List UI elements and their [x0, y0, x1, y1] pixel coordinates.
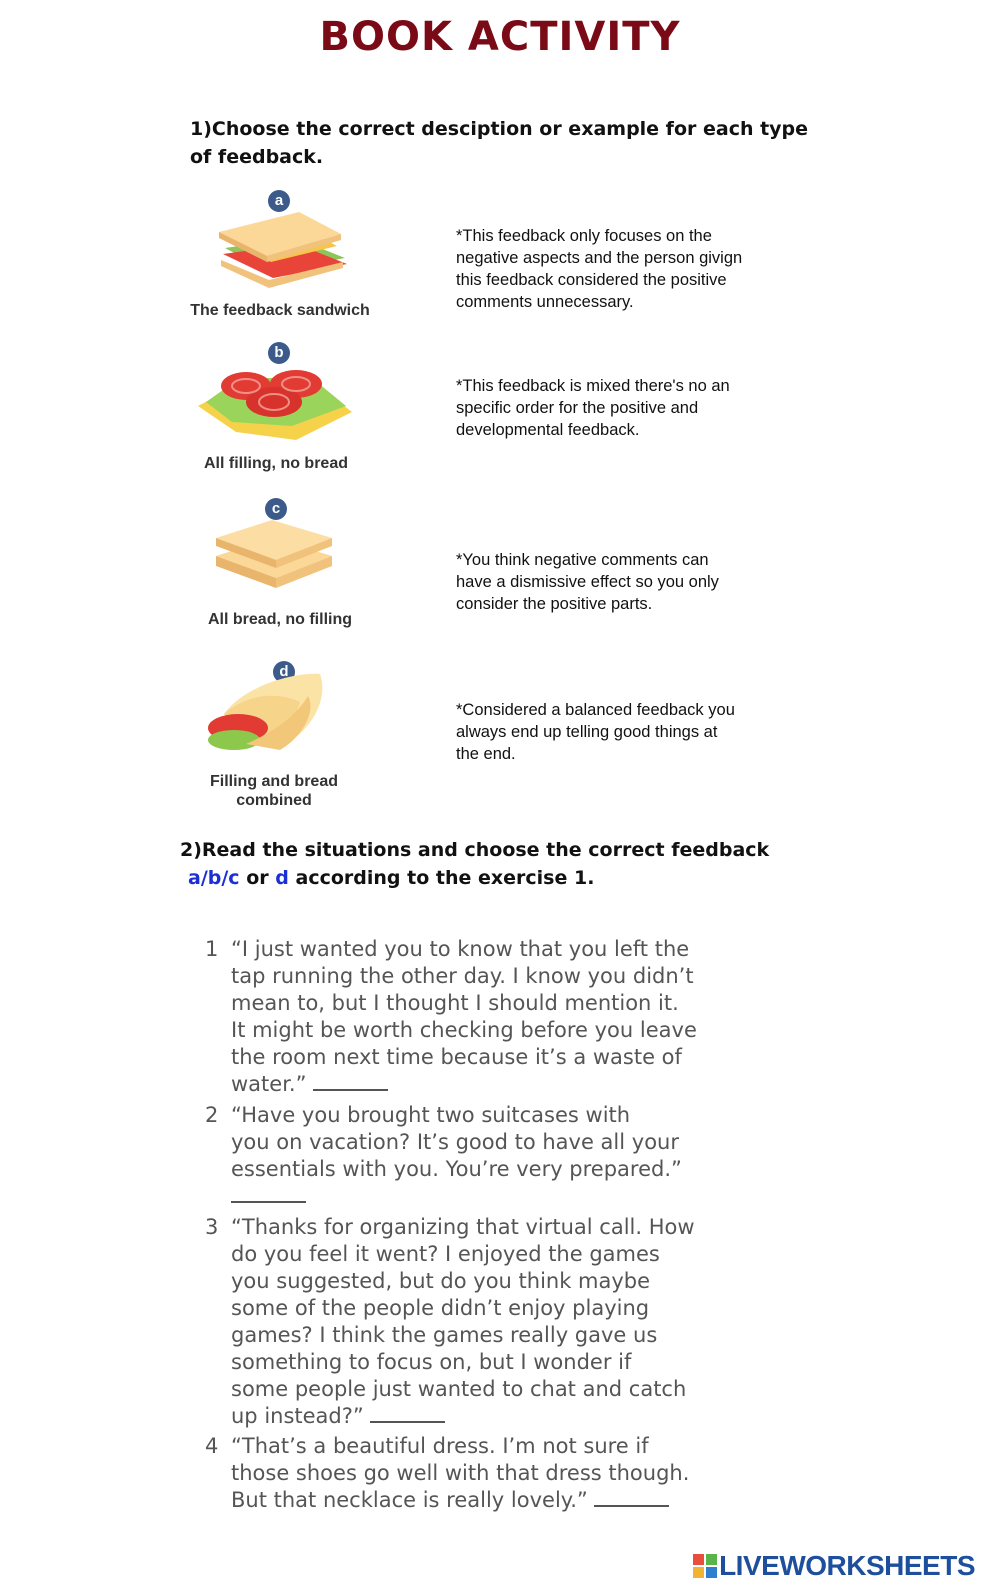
- option-d: d: [275, 867, 289, 889]
- item-line: It might be worth checking before you leave: [231, 1018, 697, 1042]
- item-text: [231, 1433, 705, 1514]
- item-line: the room next time because it’s a waste of: [231, 1045, 682, 1069]
- item-line: do you feel it went? I enjoyed the games: [231, 1242, 660, 1266]
- badge-b: b: [268, 342, 290, 364]
- description-4: [456, 699, 776, 765]
- item-line: water.”: [231, 1072, 307, 1096]
- section1-heading: [190, 115, 830, 171]
- item-line-with-blank: [231, 1071, 705, 1098]
- item-line-with-blank: [231, 1183, 705, 1210]
- section2-heading-line2: [180, 864, 840, 892]
- item-number: 1: [205, 937, 219, 961]
- sandwich-illustration: [205, 210, 355, 290]
- options-abc: a/b/c: [188, 867, 240, 889]
- item-line: essentials with you. You’re very prepared.”: [231, 1157, 682, 1181]
- caption-d-line2: combined: [236, 792, 312, 809]
- page-title: BOOK ACTIVITY: [319, 14, 681, 60]
- caption-filling-bread-combined: [174, 772, 374, 810]
- item-line-with-blank: [231, 1403, 705, 1430]
- item-line: those shoes go well with that dress though.: [231, 1461, 690, 1485]
- description-3-line: *You think negative comments can: [456, 551, 709, 569]
- heading-tail: according to the exercise 1.: [295, 867, 595, 889]
- section2-heading: [180, 836, 840, 892]
- badge-d: d: [273, 661, 295, 683]
- item-line: “I just wanted you to know that you left the: [231, 937, 690, 961]
- card-feedback-sandwich: [180, 188, 380, 328]
- item-line: something to focus on, but I wonder if: [231, 1350, 632, 1374]
- description-4-line: always end up telling good things at: [456, 723, 718, 741]
- section1-heading-line1: 1)Choose the correct desciption or example for each type: [190, 118, 809, 140]
- item-line: games? I think the games really gave us: [231, 1323, 658, 1347]
- caption-all-bread: All bread, no filling: [208, 611, 352, 628]
- item-number: 3: [205, 1215, 219, 1239]
- card-all-filling: [178, 340, 378, 480]
- section1-heading-line2: of feedback.: [190, 146, 324, 168]
- item-line: tap running the other day. I know you didn’t: [231, 964, 694, 988]
- item-line: you on vacation? It’s good to have all your: [231, 1130, 679, 1154]
- badge-c: c: [265, 498, 287, 520]
- item-line: mean to, but I thought I should mention it.: [231, 991, 679, 1015]
- item-line: some people just wanted to chat and catch: [231, 1377, 687, 1401]
- description-2: [456, 375, 776, 441]
- item-number: 4: [205, 1434, 219, 1458]
- description-1-line: this feedback considered the positive: [456, 271, 727, 289]
- caption-d-line1: Filling and bread: [209, 773, 338, 790]
- item-line: “Have you brought two suitcases with: [231, 1103, 631, 1127]
- filling-illustration: [196, 356, 356, 446]
- description-1-line: comments unnecessary.: [456, 293, 634, 311]
- item-line: up instead?”: [231, 1404, 364, 1428]
- answer-blank-3[interactable]: [370, 1403, 445, 1423]
- or-text: or: [246, 867, 269, 889]
- situation-item-2: [205, 1102, 705, 1210]
- logo-text: LIVEWORKSHEETS: [719, 1550, 975, 1581]
- wrap-illustration: [204, 666, 334, 758]
- description-2-line: specific order for the positive and: [456, 399, 699, 417]
- liveworksheets-logo-icon: [693, 1554, 717, 1578]
- item-text: [231, 1102, 705, 1210]
- caption-all-filling: All filling, no bread: [204, 455, 348, 472]
- situation-item-1: [205, 936, 705, 1098]
- liveworksheets-logo: [693, 1550, 975, 1582]
- item-text: [231, 1214, 705, 1430]
- item-line-with-blank: [231, 1487, 705, 1514]
- description-1: [456, 225, 776, 313]
- answer-blank-1[interactable]: [313, 1071, 388, 1091]
- item-line: But that necklace is really lovely.”: [231, 1488, 588, 1512]
- description-1-line: negative aspects and the person givign: [456, 249, 743, 267]
- item-line: some of the people didn’t enjoy playing: [231, 1296, 650, 1320]
- caption-feedback-sandwich: The feedback sandwich: [190, 302, 370, 319]
- item-line: “That’s a beautiful dress. I’m not sure if: [231, 1434, 649, 1458]
- item-text: [231, 936, 705, 1098]
- description-3-line: consider the positive parts.: [456, 595, 653, 613]
- description-2-line: *This feedback is mixed there's no an: [456, 377, 730, 395]
- item-line: “Thanks for organizing that virtual call. How: [231, 1215, 695, 1239]
- situation-item-4: [205, 1433, 705, 1514]
- item-line: you suggested, but do you think maybe: [231, 1269, 651, 1293]
- description-1-line: *This feedback only focuses on the: [456, 227, 712, 245]
- description-4-line: the end.: [456, 745, 516, 763]
- description-3-line: have a dismissive effect so you only: [456, 573, 719, 591]
- badge-a: a: [268, 190, 290, 212]
- description-4-line: *Considered a balanced feedback you: [456, 701, 735, 719]
- item-number: 2: [205, 1103, 219, 1127]
- section2-heading-line1: 2)Read the situations and choose the correct feedback: [180, 839, 770, 861]
- bread-illustration: [214, 516, 338, 596]
- card-all-bread: [176, 496, 376, 636]
- card-filling-bread-combined: [174, 660, 374, 810]
- situation-item-3: [205, 1214, 705, 1430]
- answer-blank-2[interactable]: [231, 1183, 306, 1203]
- description-3: [456, 549, 776, 615]
- answer-blank-4[interactable]: [594, 1487, 669, 1507]
- description-2-line: developmental feedback.: [456, 421, 640, 439]
